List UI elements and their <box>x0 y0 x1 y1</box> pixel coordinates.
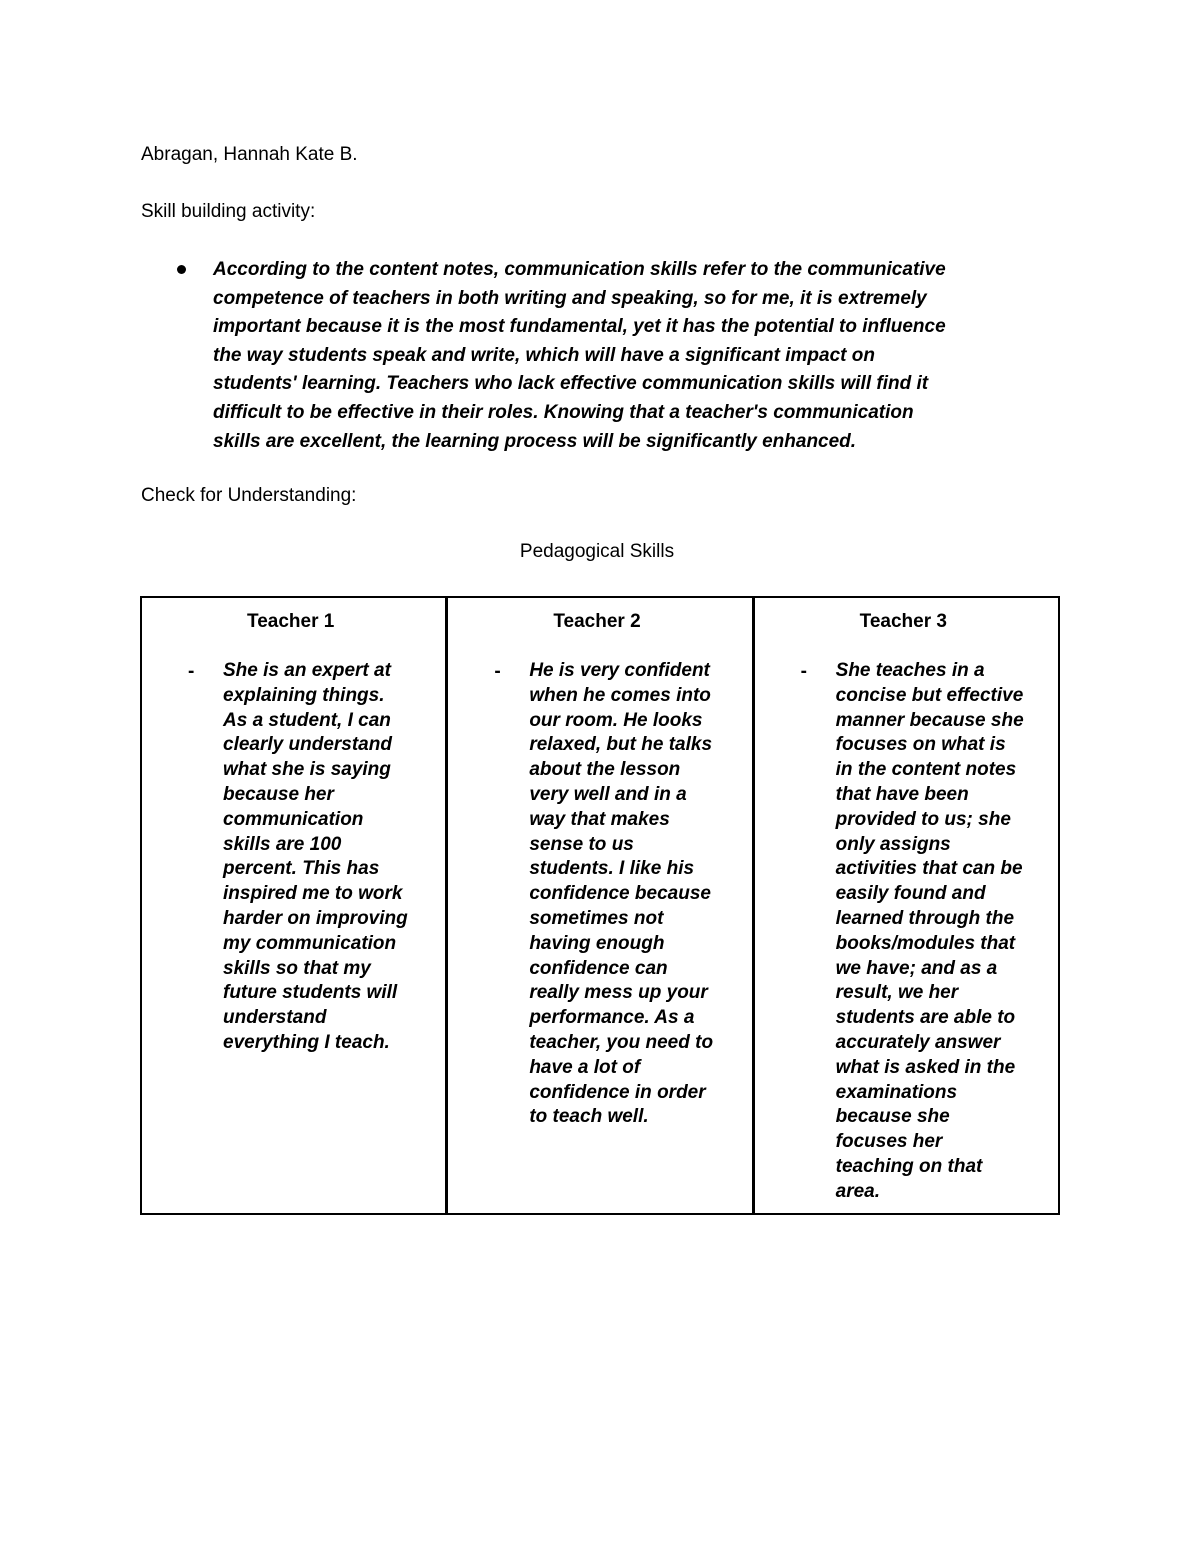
column-text: He is very confident when he comes into our room. He looks relaxed, but he talks about the lesson very well and in a way that makes sense to us students. I like his confidence because sometimes not having enough confidence can really mess up your performance. As a teacher, you need to have a lot of confidence in order to teach well. <box>529 660 714 1128</box>
table-column-teacher-3 <box>752 598 1058 1213</box>
table-column-teacher-2 <box>445 598 751 1213</box>
bullet-dot-icon <box>177 265 186 274</box>
column-header: Teacher 3 <box>859 611 947 632</box>
skill-building-heading: Skill building activity: <box>141 201 316 222</box>
author-name: Abragan, Hannah Kate B. <box>141 144 358 165</box>
dash-bullet-icon: - <box>800 661 807 682</box>
table-title: Pedagogical Skills <box>519 541 675 562</box>
pedagogical-skills-table <box>140 596 1060 1215</box>
dash-bullet-icon: - <box>188 661 195 682</box>
check-understanding-heading: Check for Understanding: <box>141 485 357 506</box>
table-column-teacher-1 <box>142 598 445 1213</box>
column-text: She is an expert at explaining things. As a student, I can clearly understand what she is saying because her communication skills are 100 percent. This has inspired me to work harder on improving my communication skills so that my future students will understand everything I teach. <box>223 660 408 1053</box>
bullet-paragraph: According to the content notes, communication skills refer to the communicative competence of teachers in both writing and speaking, so for me, it is extremely important because it is the most fundamental, yet it has the potential to influence the way students speak and write, which will have a significant impact on students' learning. Teachers who lack effective communication skills will find it difficult to be effective in their roles. Knowing that a teacher's communication skills are excellent, the learning process will be significantly enhanced. <box>213 259 946 452</box>
column-header: Teacher 2 <box>553 611 641 632</box>
column-header: Teacher 1 <box>247 611 335 632</box>
dash-bullet-icon: - <box>494 661 501 682</box>
column-text: She teaches in a concise but effective manner because she focuses on what is in the content notes that have been provided to us; she only assigns activities that can be easily found and learned through the books/modules that we have; and as a result, we her students are able to accurately answer what is asked in the examinations because she focuses her teaching on that area. <box>835 660 1024 1202</box>
